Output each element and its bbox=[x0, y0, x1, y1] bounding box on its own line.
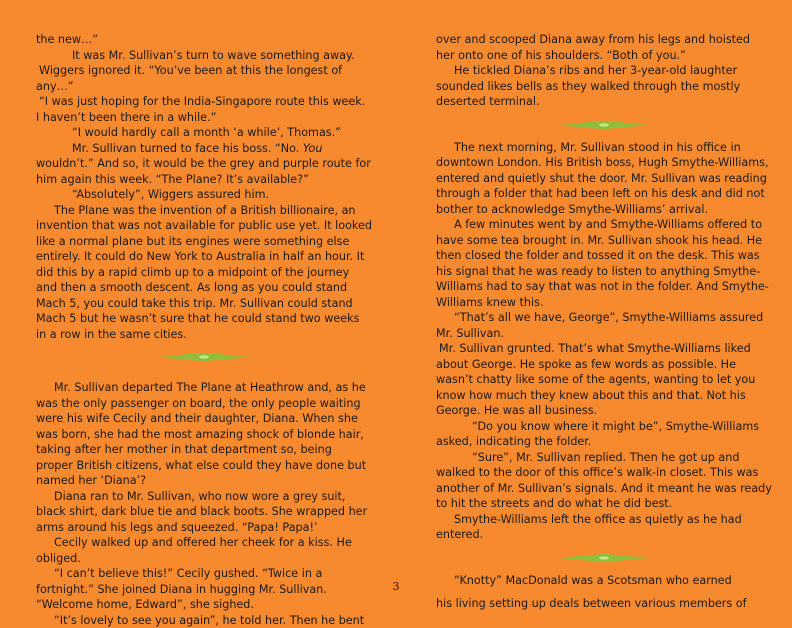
emphasis-text: You bbox=[303, 142, 323, 155]
paragraph: “That’s all we have, George”, Smythe-Williams assured Mr. Sullivan. bbox=[436, 310, 772, 341]
paragraph: A few minutes went by and Smythe-Williams offered to have some tea brought in. Mr. Sullivan shook his head. He then closed the folder and tossed it on the desk. This was his signal that he was ready to listen to anything Smythe-Williams had to say that was not in the folder. And Smythe-Williams knew this. bbox=[436, 217, 772, 310]
right-column bbox=[436, 32, 772, 612]
paragraph: the new…” bbox=[36, 32, 372, 48]
left-column bbox=[36, 32, 372, 628]
paragraph: Mr. Sullivan departed The Plane at Heathrow and, as he was the only passenger on board, the only people waiting were his wife Cecily and their daughter, Diana. When she was born, she had the most amazing shock of blonde hair, taking after her mother in that department so, being proper British citizens, what else could they have done but named her ‘Diana’? bbox=[36, 380, 372, 489]
paragraph: Wiggers ignored it. “You’ve been at this the longest of any…” bbox=[36, 63, 372, 94]
section-divider-ornament bbox=[556, 120, 652, 130]
paragraph: over and scooped Diana away from his legs and hoisted her onto one of his shoulders. “Both of you.” bbox=[436, 32, 772, 63]
paragraph: “Knotty” MacDonald was a Scotsman who earned bbox=[436, 573, 772, 589]
paragraph: The next morning, Mr. Sullivan stood in his office in downtown London. His British boss, Hugh Smythe-Williams, entered and quietly shut the door. Mr. Sullivan was reading through a folder that had been left on his desk and did not bother to acknowledge Smythe-Williams’ arrival. bbox=[436, 140, 772, 218]
paragraph: Mr. Sullivan grunted. That’s what Smythe-Williams liked about George. He spoke as few words as possible. He wasn’t chatty like some of the agents, wanting to let you know how much they knew about this and that. Not his George. He was all business. bbox=[436, 341, 772, 419]
paragraph: “It’s lovely to see you again”, he told her. Then he bent bbox=[36, 613, 372, 628]
text-run: wouldn’t.” And so, it would be the grey and purple route for him again this week. “The Plane? It’s available?” bbox=[36, 157, 371, 186]
paragraph: Diana ran to Mr. Sullivan, who now wore a grey suit, black shirt, dark blue tie and black boots. She wrapped her arms around his legs and squeezed. “Papa! Papa!’ bbox=[36, 489, 372, 536]
paragraph: It was Mr. Sullivan’s turn to wave something away. bbox=[36, 48, 372, 64]
paragraph: “I would hardly call a month ‘a while’, Thomas.” bbox=[36, 125, 372, 141]
paragraph: Cecily walked up and offered her cheek for a kiss. He obliged. bbox=[36, 535, 372, 566]
section-divider-ornament bbox=[556, 553, 652, 563]
paragraph bbox=[36, 141, 372, 188]
paragraph: He tickled Diana’s ribs and her 3-year-old laughter sounded likes bells as they walked through the mostly deserted terminal. bbox=[436, 63, 772, 110]
paragraph: “I was just hoping for the India-Singapore route this week. I haven’t been there in a while.” bbox=[36, 94, 372, 125]
text-run: Mr. Sullivan turned to face his boss. “No. bbox=[72, 142, 303, 155]
spacer bbox=[36, 372, 372, 380]
paragraph: “Sure”, Mr. Sullivan replied. Then he got up and walked to the door of this office’s walk-in closet. This was another of Mr. Sullivan’s signals. And it meant he was ready to hit the streets and do what he did best. bbox=[436, 450, 772, 512]
paragraph: his living setting up deals between various members of bbox=[436, 596, 772, 612]
section-divider-ornament bbox=[156, 352, 252, 362]
paragraph: “Absolutely”, Wiggers assured him. bbox=[36, 187, 372, 203]
paragraph: The Plane was the invention of a British billionaire, an invention that was not available for public use yet. It looked like a normal plane but its engines were something else entirely. It could do New York to Australia in half an hour. It did this by a rapid climb up to a midpoint of the journey and then a smooth descent. As long as you could stand Mach 5, you could take this trip. Mr. Sullivan could stand Mach 5 but he wasn’t sure that he could stand two weeks in a row in the same cities. bbox=[36, 203, 372, 343]
paragraph: Smythe-Williams left the office as quietly as he had entered. bbox=[436, 512, 772, 543]
paragraph: “Do you know where it might be”, Smythe-Williams asked, indicating the folder. bbox=[436, 419, 772, 450]
paragraph: “I can’t believe this!” Cecily gushed. “Twice in a fortnight.” She joined Diana in hugging Mr. Sullivan. “Welcome home, Edward”, she sighed. bbox=[36, 566, 372, 613]
page-number: 3 bbox=[0, 580, 792, 593]
